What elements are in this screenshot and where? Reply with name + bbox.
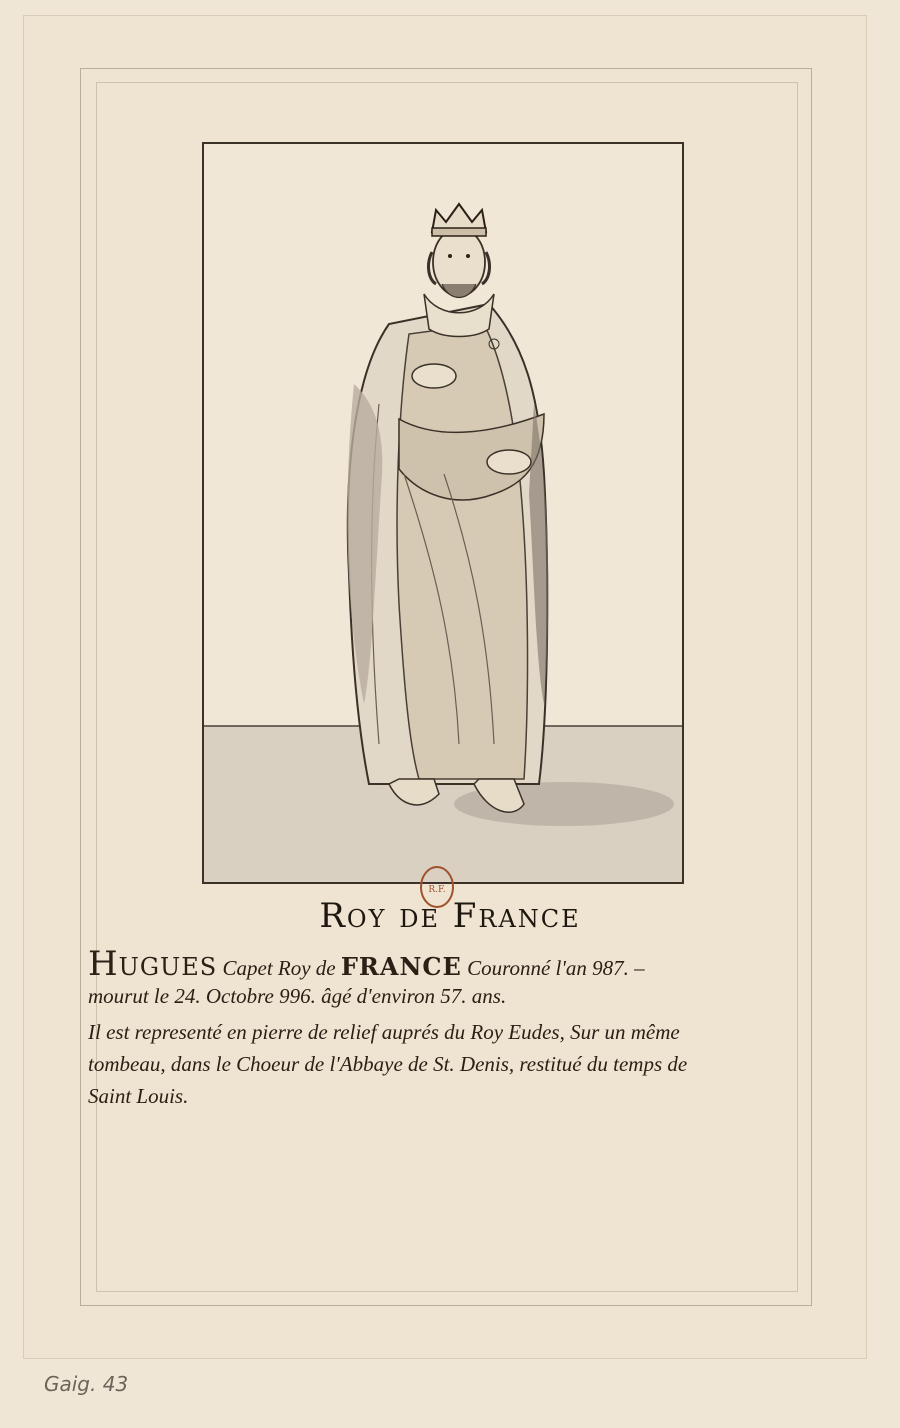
- stamp-text: R.F.: [428, 885, 446, 895]
- caption-line-4: tombeau, dans le Choeur de l'Abbaye de St. Denis, restitué du temps de: [88, 1052, 688, 1076]
- caption-line1-b: Couronné l'an 987. –: [467, 956, 645, 980]
- caption-line-3: Il est representé en pierre de relief auprés du Roy Eudes, Sur un même: [88, 1020, 680, 1044]
- caption-name: Hugues: [88, 944, 218, 984]
- heading-roy-de-france: Roy de France: [319, 896, 581, 936]
- caption-country: FRANCE: [340, 952, 462, 981]
- caption-line-5: Saint Louis.: [88, 1084, 189, 1108]
- caption-line1-a: Capet Roy de: [222, 956, 336, 980]
- king-figure-illustration: [204, 144, 682, 882]
- shelfmark-note: Gaig. 43: [44, 1372, 129, 1396]
- caption-line-1: [88, 944, 828, 984]
- caption-line-2: mourut le 24. Octobre 996. âgé d'environ 57. ans.: [88, 984, 507, 1008]
- king-drawing: [202, 142, 684, 884]
